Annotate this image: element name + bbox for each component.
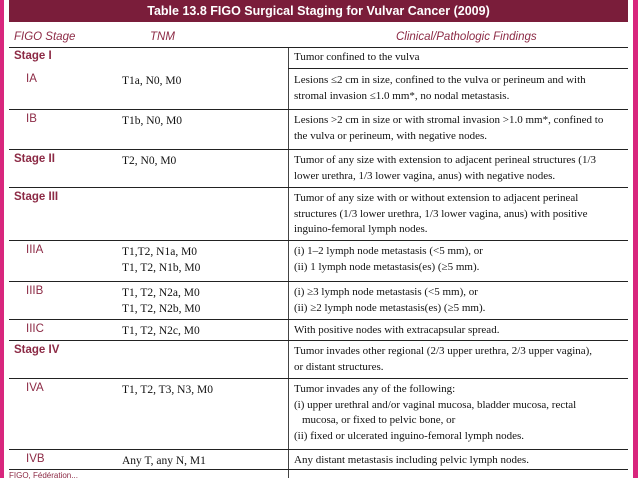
- findings-cell: Lesions >2 cm in size or with stromal invasion >1.0 mm*, confined to the vulva or perineum, with negative nodes.: [294, 114, 604, 142]
- row-divider: [9, 340, 628, 341]
- table-header: [0, 28, 638, 48]
- stage-label: Stage IV: [14, 344, 60, 356]
- stage-label: IIIB: [26, 285, 44, 297]
- row-divider: [9, 187, 628, 188]
- findings-cell: (i) 1–2 lymph node metastasis (<5 mm), or (ii) 1 lymph node metastasis(es) (≥5 mm).: [294, 245, 483, 273]
- header-figo-stage: FIGO Stage: [14, 31, 76, 43]
- stage-label: Stage II: [14, 153, 55, 165]
- tnm-cell: T1, T2, N2c, M0: [122, 325, 200, 337]
- findings-cell: (i) ≥3 lymph node metastasis (<5 mm), or (ii) ≥2 lymph node metastasis(es) (≥5 mm).: [294, 286, 486, 314]
- tnm-cell: T1, T2, T3, N3, M0: [122, 384, 213, 396]
- table-bottom-rule: [9, 469, 628, 470]
- row-divider: [9, 281, 628, 282]
- tnm-cell: T2, N0, M0: [122, 155, 177, 167]
- findings-cell: With positive nodes with extracapsular spread.: [294, 324, 500, 336]
- stage-label: IVA: [26, 382, 44, 394]
- row-divider: [288, 68, 628, 69]
- stage-label: Stage I: [14, 50, 52, 62]
- tnm-cell: Any T, any N, M1: [122, 455, 206, 467]
- stage-label: IVB: [26, 453, 45, 465]
- row-divider: [9, 319, 628, 320]
- stage-label: IA: [26, 73, 37, 85]
- findings-cell: Lesions ≤2 cm in size, confined to the vulva or perineum and with stromal invasion ≤1.0 mm*, no nodal metastasis.: [294, 74, 586, 102]
- findings-cell: Any distant metastasis including pelvic lymph nodes.: [294, 454, 529, 466]
- column-divider: [288, 48, 289, 478]
- header-tnm: TNM: [150, 31, 175, 43]
- findings-cell: Tumor confined to the vulva: [294, 51, 420, 63]
- right-accent-bar: [633, 0, 638, 478]
- tnm-cell: T1a, N0, M0: [122, 75, 182, 87]
- header-findings: Clinical/Pathologic Findings: [396, 31, 537, 43]
- row-divider: [9, 449, 628, 450]
- row-divider: [9, 149, 628, 150]
- stage-label: Stage III: [14, 191, 59, 203]
- stage-label: IB: [26, 113, 37, 125]
- tnm-cell: T1b, N0, M0: [122, 115, 183, 127]
- findings-cell: Tumor invades other regional (2/3 upper urethra, 2/3 upper vagina), or distant structures.: [294, 345, 593, 373]
- findings-cell: Tumor of any size with extension to adjacent perineal structures (1/3 lower urethra, 1/3 lower vagina, anus) with negative nodes.: [294, 154, 597, 182]
- row-divider: [9, 109, 628, 110]
- tnm-cell: T1,T2, N1a, M0 T1, T2, N1b, M0: [122, 246, 201, 274]
- findings-cell: Tumor invades any of the following: (i) upper urethral and/or vaginal mucosa, bladder mucosa, rectal mucosa, or fixed to pelvic bone, or (ii) fixed or ulcerated inguino-femoral lymph nodes.: [294, 383, 577, 442]
- header-divider: [9, 47, 628, 48]
- findings-cell: Tumor of any size with or without extension to adjacent perineal structures (1/3 lower urethra, 1/3 lower vagina, anus) with positive inguino-femoral lymph nodes.: [294, 192, 588, 235]
- tnm-cell: T1, T2, N2a, M0 T1, T2, N2b, M0: [122, 287, 201, 315]
- stage-label: IIIC: [26, 323, 44, 335]
- stage-label: IIIA: [26, 244, 44, 256]
- footnote: FIGO, Fédération...: [9, 471, 78, 480]
- row-divider: [9, 240, 628, 241]
- left-accent-bar: [0, 0, 4, 478]
- table-title: Table 13.8 FIGO Surgical Staging for Vulvar Cancer (2009): [9, 0, 628, 22]
- row-divider: [9, 378, 628, 379]
